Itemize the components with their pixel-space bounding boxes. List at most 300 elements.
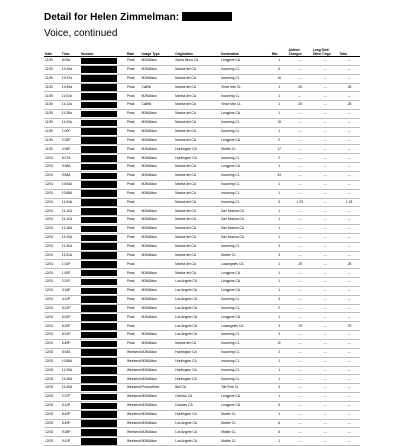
cell-airtime-charges: --- [288,428,312,437]
cell-origination: Marina del CA [174,269,220,278]
cell-number [80,375,126,384]
cell-origination: Marina del CA [174,340,220,349]
table-row [44,136,360,145]
cell-total: --- [338,357,360,366]
cell-destination: Incoming CL [220,331,271,340]
cell-airtime-charges: --- [288,251,312,260]
cell-minutes: 6 [271,65,288,74]
redacted-number-box [81,358,117,365]
cell-origination: Marina del CA [174,189,220,198]
cell-number [80,57,126,66]
cell-date: 12/02 [44,384,61,393]
table-row [44,313,360,322]
cell-airtime-charges: .25 [288,101,312,110]
cell-airtime-charges: --- [288,286,312,295]
cell-airtime-charges: --- [288,74,312,83]
cell-date: 12/01 [44,331,61,340]
cell-time: 6:21P [61,331,80,340]
cell-rate: Peak [126,163,140,172]
cell-destination: Mobile CL [220,437,271,446]
cell-airtime-charges: --- [288,180,312,189]
cell-minutes: 3 [271,384,288,393]
cell-date: 12/02 [44,393,61,402]
cell-minutes: 1 [271,180,288,189]
cell-date: 12/01 [44,313,61,322]
cell-time: 6:02P [61,313,80,322]
table-row [44,322,360,331]
cell-time: 11:51A [61,251,80,260]
cell-origination: Marina del CA [174,101,220,110]
cell-long-dist-charges: --- [312,295,339,304]
table-row [44,286,360,295]
redacted-number-box [81,137,117,144]
cell-number [80,437,126,446]
cell-long-dist-charges: --- [312,154,339,163]
cell-usage-type: M2MAllow [140,92,174,101]
cell-usage-type: M2MAllow [140,180,174,189]
cell-origination: Los Angele CA [174,295,220,304]
cell-minutes: 1 [271,393,288,402]
cell-destination: Mobile CL [220,145,271,154]
cell-number [80,189,126,198]
table-row [44,295,360,304]
cell-total: --- [338,348,360,357]
cell-date: 12/01 [44,154,61,163]
cell-date: 12/01 [44,163,61,172]
redacted-number-box [81,199,117,206]
call-detail-table [44,44,360,446]
cell-long-dist-charges: --- [312,118,339,127]
cell-total: --- [338,207,360,216]
cell-minutes: 1 [271,92,288,101]
cell-usage-type: CallWt [140,101,174,110]
cell-usage-type: M2MAllow [140,304,174,313]
cell-number [80,171,126,180]
cell-date: 12/01 [44,233,61,242]
cell-airtime-charges: --- [288,242,312,251]
cell-minutes: 1 [271,207,288,216]
cell-origination: Marina del CA [174,74,220,83]
cell-rate: Peak [126,286,140,295]
cell-destination: Longpine CA [220,57,271,66]
cell-destination: San Monica CA [220,225,271,234]
cell-minutes: 2 [271,154,288,163]
cell-long-dist-charges: --- [312,136,339,145]
cell-airtime-charges: --- [288,295,312,304]
cell-number [80,304,126,313]
cell-airtime-charges: --- [288,207,312,216]
cell-destination: Incoming CL [220,295,271,304]
redacted-number-box [81,341,117,348]
cell-usage-type [140,198,174,207]
cell-rate: Weekend [126,375,140,384]
cell-minutes: 15 [271,118,288,127]
cell-usage-type: M2MAllow [140,401,174,410]
cell-minutes: 2 [271,136,288,145]
cell-long-dist-charges: --- [312,357,339,366]
table-row [44,198,360,207]
cell-destination: Longpine CA [220,393,271,402]
cell-origination: Marina del CA [174,65,220,74]
table-row [44,180,360,189]
cell-rate: Peak [126,198,140,207]
detail-title [44,12,232,23]
redacted-number-box [81,296,117,303]
cell-airtime-charges: --- [288,393,312,402]
cell-long-dist-charges: --- [312,410,339,419]
cell-destination: Losangeles CA [220,322,271,331]
cell-usage-type: M2MAllow [140,171,174,180]
cell-rate: Weekend [126,401,140,410]
cell-destination: San Monica CA [220,233,271,242]
cell-long-dist-charges: --- [312,348,339,357]
cell-usage-type: M2MAllow [140,393,174,402]
cell-airtime-charges: --- [288,145,312,154]
redacted-number-box [81,102,117,109]
redacted-number-box [81,243,117,250]
header-time: Time [61,44,80,57]
cell-number [80,286,126,295]
cell-usage-type: M2MAllow [140,269,174,278]
cell-long-dist-charges: --- [312,207,339,216]
cell-usage-type: M2MAllow [140,278,174,287]
cell-destination: Longpine CA [220,278,271,287]
cell-usage-type: M2MAllow [140,189,174,198]
table-row [44,428,360,437]
table-row [44,171,360,180]
cell-usage-type: M2MAllow [140,331,174,340]
cell-date: 11/30 [44,145,61,154]
cell-number [80,260,126,269]
cell-destination: Mobile CL [220,419,271,428]
cell-long-dist-charges: --- [312,92,339,101]
cell-total: --- [338,437,360,446]
cell-number [80,127,126,136]
cell-destination: Longpine CA [220,401,271,410]
cell-rate: Weekend [126,357,140,366]
header-usage-type: Usage Type [140,44,174,57]
cell-long-dist-charges: --- [312,233,339,242]
cell-destination: Incoming CL [220,74,271,83]
cell-total: --- [338,331,360,340]
cell-origination: Marina del CA [174,225,220,234]
cell-total: .75 [338,322,360,331]
cell-date: 12/02 [44,410,61,419]
redacted-number-box [81,93,117,100]
cell-destination: Incoming CL [220,118,271,127]
cell-airtime-charges: --- [288,171,312,180]
cell-usage-type: M2MAllow [140,437,174,446]
table-row [44,216,360,225]
cell-rate: Peak [126,322,140,331]
cell-number [80,233,126,242]
cell-long-dist-charges: --- [312,216,339,225]
cell-minutes: 17 [271,145,288,154]
cell-usage-type: M2MAllow [140,357,174,366]
cell-origination: Marina del CA [174,83,220,92]
cell-minutes: 1 [271,127,288,136]
redacted-number-box [81,217,117,224]
cell-long-dist-charges: --- [312,83,339,92]
cell-minutes: 6 [271,419,288,428]
cell-total: --- [338,269,360,278]
cell-time: 6:49P [61,340,80,349]
cell-origination: Cerritos CA [174,393,220,402]
cell-minutes: 1 [271,410,288,419]
cell-airtime-charges: --- [288,136,312,145]
cell-airtime-charges: --- [288,118,312,127]
table-row [44,127,360,136]
cell-usage-type: M2MAllow [140,233,174,242]
cell-number [80,118,126,127]
cell-number [80,384,126,393]
cell-airtime-charges: --- [288,313,312,322]
cell-origination: Los Angele CA [174,437,220,446]
cell-date: 11/30 [44,101,61,110]
cell-time: 6:20P [61,322,80,331]
cell-date: 12/01 [44,189,61,198]
cell-long-dist-charges: --- [312,278,339,287]
cell-destination: San Monica CA [220,216,271,225]
redacted-number-box [81,66,117,73]
cell-date: 12/01 [44,180,61,189]
cell-destination: Incoming CL [220,127,271,136]
header-minutes: Min. [271,44,288,57]
cell-minutes: 1 [271,437,288,446]
cell-number [80,313,126,322]
cell-airtime-charges: --- [288,216,312,225]
cell-minutes: 5 [271,401,288,410]
cell-usage-type: M2MAllow [140,225,174,234]
cell-total: --- [338,295,360,304]
cell-minutes: 1 [271,278,288,287]
cell-number [80,331,126,340]
cell-number [80,154,126,163]
cell-destination: Incoming CL [220,92,271,101]
cell-rate: Peak [126,118,140,127]
cell-time: 11:26A [61,375,80,384]
cell-airtime-charges: --- [288,340,312,349]
cell-destination: Mobile CL [220,428,271,437]
redacted-number-box [81,332,117,339]
redacted-number-box [81,420,117,427]
cell-date: 11/30 [44,110,61,119]
cell-rate: Peak [126,331,140,340]
cell-date: 12/02 [44,348,61,357]
cell-origination: Los Angele CA [174,331,220,340]
cell-rate: Weekend [126,428,140,437]
cell-origination: Huntington CA [174,410,220,419]
cell-time: 2:21P [61,278,80,287]
redacted-name-box [182,12,232,21]
cell-time: 1:52P [61,269,80,278]
cell-date: 12/01 [44,260,61,269]
cell-total: --- [338,145,360,154]
cell-rate: Peak [126,74,140,83]
cell-long-dist-charges: --- [312,101,339,110]
cell-date: 12/01 [44,251,61,260]
cell-long-dist-charges: --- [312,74,339,83]
cell-usage-type: M2MAllow [140,410,174,419]
cell-airtime-charges: --- [288,348,312,357]
table-row [44,278,360,287]
cell-minutes: 2 [271,304,288,313]
cell-usage-type: M2MAllow [140,216,174,225]
cell-usage-type: M2MAllow [140,136,174,145]
cell-rate: Peak [126,251,140,260]
cell-minutes: 1 [271,233,288,242]
header-airtime-charges: Airtime Charges [288,44,312,57]
cell-time: 11:12A [61,216,80,225]
cell-time: 1:00P [61,127,80,136]
cell-total: --- [338,419,360,428]
cell-date: 11/30 [44,65,61,74]
redacted-number-box [81,84,117,91]
cell-usage-type: PromoAllow [140,384,174,393]
cell-number [80,83,126,92]
table-row [44,110,360,119]
cell-total: --- [338,118,360,127]
redacted-number-box [81,226,117,233]
cell-long-dist-charges: --- [312,313,339,322]
cell-usage-type: M2MAllow [140,154,174,163]
cell-total: --- [338,410,360,419]
cell-destination: Incoming CL [220,366,271,375]
cell-rate: Weekend [126,419,140,428]
cell-time: 5:21P [61,304,80,313]
cell-date: 11/30 [44,118,61,127]
cell-airtime-charges: --- [288,331,312,340]
cell-destination: San Monica CA [220,207,271,216]
table-row [44,401,360,410]
cell-date: 12/01 [44,295,61,304]
cell-destination: Incoming CL [220,375,271,384]
cell-long-dist-charges: --- [312,401,339,410]
cell-date: 12/02 [44,428,61,437]
header-origination: Origination [174,44,220,57]
cell-origination: Los Angele CA [174,428,220,437]
cell-rate: Peak [126,260,140,269]
cell-date: 12/02 [44,401,61,410]
cell-minutes: 5 [271,198,288,207]
cell-long-dist-charges: --- [312,384,339,393]
cell-usage-type: M2MAllow [140,110,174,119]
cell-long-dist-charges: --- [312,331,339,340]
cell-rate: Peak [126,207,140,216]
cell-destination: Longpine CA [220,136,271,145]
cell-number [80,163,126,172]
table-row [44,393,360,402]
cell-time: 11:38a [61,110,80,119]
cell-usage-type: M2MAllow [140,348,174,357]
cell-rate: Peak [126,225,140,234]
cell-rate: Weekend [126,384,140,393]
cell-origination: Huntington CA [174,348,220,357]
cell-airtime-charges: --- [288,410,312,419]
cell-minutes: 1 [271,286,288,295]
cell-long-dist-charges: --- [312,127,339,136]
cell-minutes: 1 [271,83,288,92]
cell-minutes: 11 [271,340,288,349]
cell-airtime-charges: --- [288,278,312,287]
cell-airtime-charges: .25 [288,260,312,269]
table-row [44,410,360,419]
table-row [44,207,360,216]
cell-usage-type: M2MAllow [140,118,174,127]
cell-total: --- [338,428,360,437]
cell-minutes: 1 [271,110,288,119]
cell-minutes: 1 [271,260,288,269]
cell-time: 10:58A [61,189,80,198]
cell-usage-type: M2MAllow [140,127,174,136]
cell-airtime-charges: --- [288,233,312,242]
redacted-number-box [81,75,117,82]
cell-number [80,251,126,260]
cell-long-dist-charges: --- [312,198,339,207]
cell-number [80,101,126,110]
cell-origination: Bell CA [174,384,220,393]
cell-number [80,401,126,410]
cell-usage-type: M2MAllow [140,145,174,154]
cell-number [80,295,126,304]
cell-usage-type [140,322,174,331]
cell-destination: Incoming CL [220,171,271,180]
cell-rate: Peak [126,242,140,251]
table-row [44,101,360,110]
cell-rate: Peak [126,340,140,349]
cell-destination: Mobile CL [220,251,271,260]
cell-origination: Marina del CA [174,260,220,269]
table-row [44,384,360,393]
cell-usage-type: M2MAllow [140,295,174,304]
header-destination: Destination [220,44,271,57]
cell-number [80,348,126,357]
cell-total: --- [338,313,360,322]
cell-long-dist-charges: --- [312,251,339,260]
cell-airtime-charges: --- [288,437,312,446]
cell-total: --- [338,233,360,242]
cell-rate: Weekend [126,348,140,357]
cell-number [80,322,126,331]
cell-origination: Los Angele CA [174,313,220,322]
redacted-number-box [81,155,117,162]
cell-rate: Peak [126,57,140,66]
table-row [44,57,360,66]
cell-date: 12/01 [44,278,61,287]
cell-minutes: 3 [271,242,288,251]
cell-time: 3:16P [61,286,80,295]
cell-number [80,410,126,419]
cell-minutes: 43 [271,171,288,180]
cell-destination: Vince Mar CL [220,83,271,92]
cell-usage-type [140,260,174,269]
cell-rate: Peak [126,145,140,154]
cell-minutes: 1 [271,57,288,66]
cell-time: 10:53a [61,83,80,92]
cell-minutes: 1 [271,375,288,384]
redacted-number-box [81,111,117,118]
cell-total: --- [338,366,360,375]
cell-destination: Incoming CL [220,189,271,198]
redacted-number-box [81,190,117,197]
cell-time: 10:10a [61,65,80,74]
cell-date: 12/02 [44,375,61,384]
cell-rate: Peak [126,154,140,163]
cell-usage-type: M2MAllow [140,366,174,375]
cell-airtime-charges: --- [288,163,312,172]
redacted-number-box [81,128,117,135]
cell-airtime-charges: --- [288,401,312,410]
